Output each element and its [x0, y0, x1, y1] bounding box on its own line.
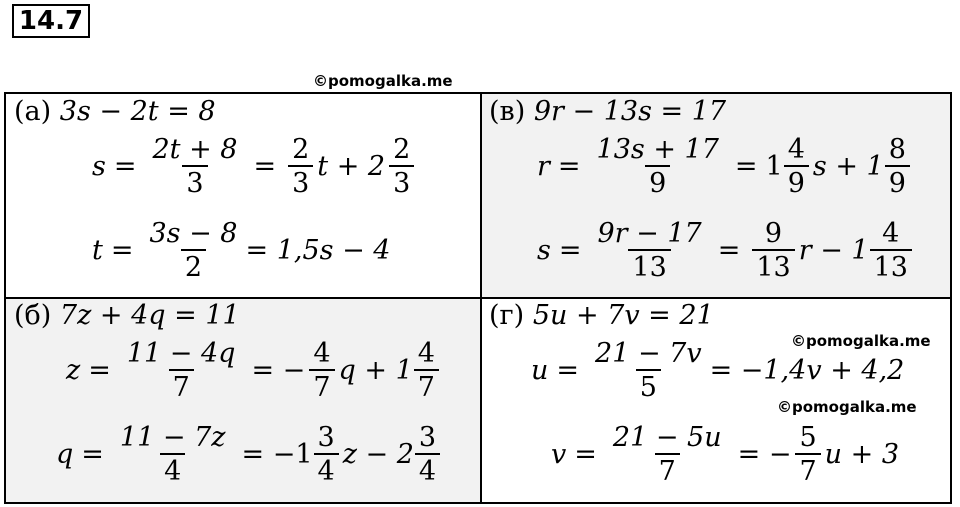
fraction: $\frac{11 - 7z}{4}$: [119, 422, 226, 487]
fraction: $\frac{3}{4}$: [314, 424, 339, 485]
watermark: ©pomogalka.me: [777, 398, 917, 416]
cell-v-label: (в): [489, 96, 526, 127]
cell-v: [481, 94, 950, 298]
cell-a: [6, 94, 481, 298]
fraction: $\frac{4}{9}$: [784, 136, 809, 197]
cell-b-line2: q = $\frac{11 - 7z}{4}$ = −1 $\frac{3}{4}$ z − 2 $\frac{3}{4}$: [56, 424, 444, 485]
cell-b-label: (б): [14, 300, 52, 331]
fraction: $\frac{9r - 17}{13}$: [597, 218, 702, 283]
cell-a-line2: t = $\frac{3s - 8}{2}$ = 1,5s − 4: [92, 218, 391, 283]
watermark: ©pomogalka.me: [791, 332, 931, 350]
cell-g-line1: u = $\frac{21 - 7v}{5}$ = −1,4v + 4,2: [531, 338, 905, 403]
cell-b-header: [14, 302, 240, 329]
cell-a-equation: 3s − 2t = 8: [59, 96, 216, 127]
fraction: $\frac{8}{9}$: [885, 136, 910, 197]
solutions-grid: [4, 92, 952, 504]
fraction: $\frac{4}{13}$: [870, 220, 912, 281]
fraction: $\frac{4}{7}$: [309, 340, 334, 401]
cell-a-header: [14, 98, 216, 125]
fraction: $\frac{3}{4}$: [415, 424, 440, 485]
cell-g-label: (г): [489, 300, 525, 331]
fraction: $\frac{21 - 7v}{5}$: [595, 338, 702, 403]
cell-a-label: (а): [14, 96, 52, 127]
cell-v-equation: 9r − 13s = 17: [533, 96, 727, 127]
cell-v-line1: r = $\frac{13s + 17}{9}$ = 1 $\frac{4}{9}$ s + 1 $\frac{8}{9}$: [537, 136, 914, 197]
fraction: $\frac{2}{3}$: [389, 136, 414, 197]
cell-g: [481, 298, 950, 502]
fraction: $\frac{11 - 4q}{7}$: [126, 338, 236, 403]
fraction: $\frac{5}{7}$: [795, 424, 820, 485]
cell-v-line2: s = $\frac{9r - 17}{13}$ = $\frac{9}{13}$ r − 1 $\frac{4}{13}$: [537, 220, 916, 281]
fraction: $\frac{4}{7}$: [414, 340, 439, 401]
cell-b-equation: 7z + 4q = 11: [59, 300, 240, 331]
fraction: $\frac{2t + 8}{3}$: [152, 134, 238, 199]
problem-number: 14.7: [12, 4, 90, 38]
cell-a-line1: s = $\frac{2t + 8}{3}$ = $\frac{2}{3}$ t + 2 $\frac{2}{3}$: [92, 136, 418, 197]
grid-divider-horizontal: [6, 297, 950, 299]
cell-g-equation: 5u + 7v = 21: [532, 300, 714, 331]
fraction: $\frac{13s + 17}{9}$: [596, 134, 719, 199]
cell-g-header: [489, 302, 714, 329]
cell-g-line2: v = $\frac{21 - 5u}{7}$ = − $\frac{5}{7}$ u + 3: [551, 422, 899, 487]
fraction: $\frac{2}{3}$: [288, 136, 313, 197]
cell-v-header: [489, 98, 726, 125]
cell-b: [6, 298, 481, 502]
fraction: $\frac{9}{13}$: [752, 220, 794, 281]
cell-b-line1: z = $\frac{11 - 4q}{7}$ = − $\frac{4}{7}$ q + 1 $\frac{4}{7}$: [66, 340, 443, 401]
fraction: $\frac{3s - 8}{2}$: [149, 218, 238, 283]
fraction: $\frac{21 - 5u}{7}$: [612, 422, 722, 487]
watermark: ©pomogalka.me: [313, 72, 453, 90]
